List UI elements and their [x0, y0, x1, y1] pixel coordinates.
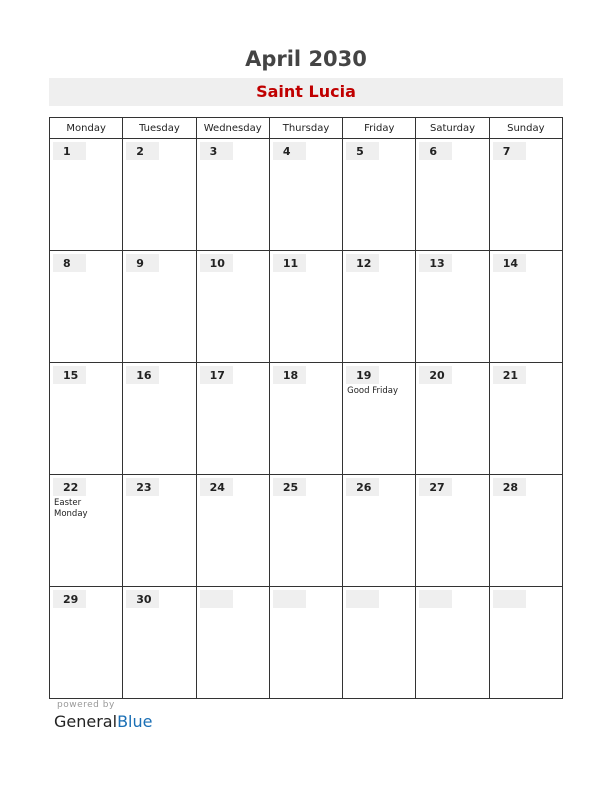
- day-cell: [123, 251, 196, 363]
- day-number-box: [200, 254, 233, 272]
- day-number-box: [346, 478, 379, 496]
- weekday-wednesday: Wednesday: [196, 118, 269, 139]
- day-number: 10: [209, 257, 225, 270]
- day-number-box: [419, 478, 452, 496]
- day-number: 30: [136, 593, 152, 606]
- weekday-sunday: Sunday: [489, 118, 562, 139]
- day-number: 21: [502, 369, 518, 382]
- day-number-box: [273, 590, 306, 608]
- day-cell: [416, 363, 489, 475]
- weekday-thursday: Thursday: [269, 118, 342, 139]
- day-number: 2: [136, 145, 144, 158]
- week-row: [50, 251, 563, 363]
- day-cell: [50, 475, 123, 587]
- day-number: 3: [209, 145, 218, 158]
- weekday-saturday: Saturday: [416, 118, 489, 139]
- day-cell: [343, 475, 416, 587]
- weekday-header-row: [50, 118, 563, 139]
- day-number: 7: [502, 145, 511, 158]
- holiday-label: Easter Monday: [54, 498, 88, 519]
- day-cell: [343, 587, 416, 699]
- day-number: 19: [356, 369, 372, 382]
- day-cell: [343, 363, 416, 475]
- day-number: 5: [356, 145, 364, 158]
- day-number-box: [273, 366, 306, 384]
- holiday-label: Good Friday: [347, 386, 398, 396]
- day-number-box: [346, 142, 379, 160]
- day-cell: [343, 251, 416, 363]
- day-cell: [123, 139, 196, 251]
- day-cell: [489, 475, 562, 587]
- day-number: 24: [209, 481, 225, 494]
- day-number: 25: [282, 481, 299, 494]
- day-cell: [416, 251, 489, 363]
- day-number-box: [493, 142, 526, 160]
- country-banner: [49, 78, 563, 106]
- day-number-box: [53, 590, 86, 608]
- day-cell: [123, 587, 196, 699]
- day-number-box: [346, 366, 379, 384]
- day-number: 9: [136, 257, 144, 270]
- day-cell: [269, 587, 342, 699]
- country-name: Saint Lucia: [256, 82, 356, 101]
- brand-general: General: [54, 712, 118, 731]
- day-cell: [416, 587, 489, 699]
- day-cell: [196, 363, 269, 475]
- weekday-monday: Monday: [50, 118, 123, 139]
- week-row: [50, 475, 563, 587]
- day-number: 23: [136, 481, 152, 494]
- day-number: 11: [282, 257, 299, 270]
- day-number: 29: [63, 593, 79, 606]
- day-number-box: [419, 142, 452, 160]
- day-cell: [489, 587, 562, 699]
- day-number-box: [126, 366, 159, 384]
- day-number-box: [53, 254, 86, 272]
- day-cell: [196, 475, 269, 587]
- day-number-box: [346, 254, 379, 272]
- day-number-box: [419, 366, 452, 384]
- day-cell: [489, 139, 562, 251]
- day-cell: [269, 139, 342, 251]
- day-number-box: [419, 254, 452, 272]
- day-cell: [269, 251, 342, 363]
- day-number-box: [53, 366, 86, 384]
- day-number: 12: [356, 257, 372, 270]
- calendar-grid: [49, 117, 563, 699]
- day-cell: [196, 587, 269, 699]
- day-number: 1: [63, 145, 71, 158]
- weekday-friday: Friday: [343, 118, 416, 139]
- day-number: 18: [282, 369, 299, 382]
- day-number-box: [200, 478, 233, 496]
- day-number-box: [346, 590, 379, 608]
- day-number-box: [200, 590, 233, 608]
- day-cell: [123, 363, 196, 475]
- day-cell: [269, 475, 342, 587]
- day-cell: [196, 139, 269, 251]
- day-number-box: [53, 142, 86, 160]
- day-number-box: [273, 478, 306, 496]
- day-cell: [50, 251, 123, 363]
- day-number-box: [419, 590, 452, 608]
- day-number-box: [493, 366, 526, 384]
- day-number: 15: [63, 369, 79, 382]
- brand-blue: Blue: [117, 712, 153, 731]
- week-row: [50, 363, 563, 475]
- day-number-box: [493, 254, 526, 272]
- day-cell: [269, 363, 342, 475]
- powered-by-label: powered by: [57, 700, 115, 710]
- day-cell: [489, 363, 562, 475]
- day-cell: [50, 363, 123, 475]
- day-number-box: [126, 254, 159, 272]
- day-cell: [123, 475, 196, 587]
- day-number: 27: [429, 481, 445, 494]
- day-number: 14: [502, 257, 518, 270]
- day-number: 13: [429, 257, 445, 270]
- day-cell: [50, 587, 123, 699]
- calendar-title: April 2030: [245, 47, 367, 71]
- day-cell: [416, 475, 489, 587]
- day-number: 17: [209, 369, 225, 382]
- day-number-box: [273, 254, 306, 272]
- day-number-box: [493, 590, 526, 608]
- day-number: 22: [63, 481, 79, 494]
- day-number-box: [273, 142, 306, 160]
- day-number: 16: [136, 369, 152, 382]
- day-number: 4: [282, 145, 291, 158]
- day-number-box: [53, 478, 86, 496]
- day-number: 6: [429, 145, 438, 158]
- day-number: 26: [356, 481, 372, 494]
- day-cell: [196, 251, 269, 363]
- day-number: 28: [502, 481, 518, 494]
- weekday-tuesday: Tuesday: [123, 118, 196, 139]
- day-cell: [50, 139, 123, 251]
- day-cell: [489, 251, 562, 363]
- day-number-box: [126, 142, 159, 160]
- day-number-box: [126, 590, 159, 608]
- day-number: 20: [429, 369, 445, 382]
- day-number: 8: [63, 257, 71, 270]
- day-number-box: [200, 366, 233, 384]
- week-row: [50, 587, 563, 699]
- generalblue-logo[interactable]: [54, 712, 152, 731]
- day-cell: [416, 139, 489, 251]
- day-cell: [343, 139, 416, 251]
- day-number-box: [126, 478, 159, 496]
- day-number-box: [200, 142, 233, 160]
- week-row: [50, 139, 563, 251]
- day-number-box: [493, 478, 526, 496]
